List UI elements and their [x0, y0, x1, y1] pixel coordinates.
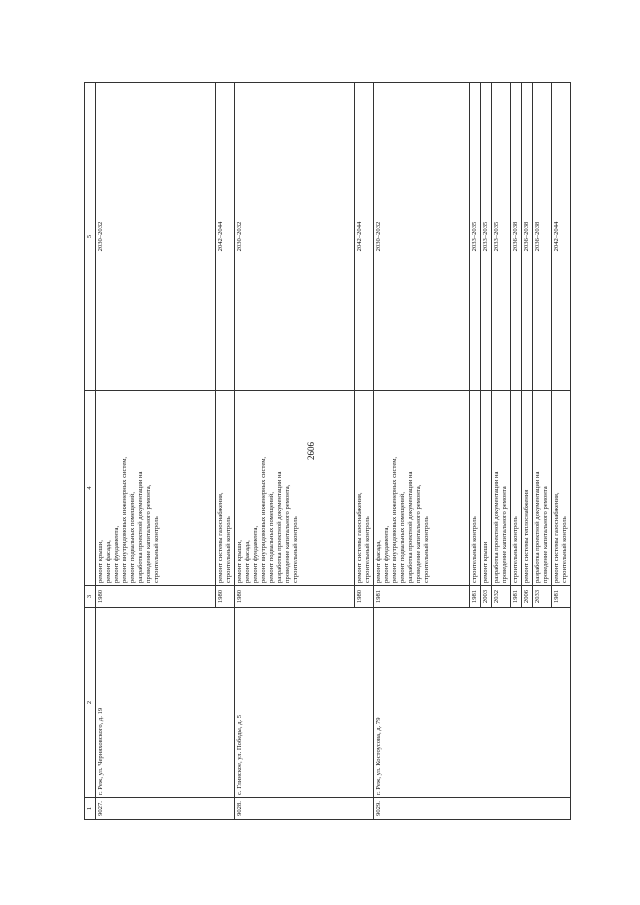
year-cell: 2033: [533, 586, 552, 608]
work-item: разработка проектной документации на: [493, 471, 501, 583]
work-item: строительный контроль: [423, 516, 431, 583]
work-item: проведение капитального ремонта,: [145, 484, 153, 583]
year-cell: 1980: [235, 586, 355, 608]
works-cell: [374, 391, 470, 586]
building-address: с. Глинское, ул. Победы, д. 5: [235, 608, 374, 798]
work-item: разработка проектной документации на: [276, 471, 284, 583]
work-item: ремонт системы газоснабжения,: [553, 492, 561, 583]
period-cell: 2030–2032: [96, 83, 216, 391]
works-cell: [492, 391, 511, 586]
works-cell: [96, 391, 216, 586]
work-item: ремонт крыши: [482, 541, 490, 583]
header-col-5: 5: [85, 83, 96, 391]
repair-schedule-sheet: [84, 82, 569, 820]
building-address: г. Реж, ул. Черняховского, д. 19: [96, 608, 235, 798]
work-item: ремонт фундамента,: [252, 525, 260, 583]
work-item: разработка проектной документации на: [407, 471, 415, 583]
work-item: ремонт системы газоснабжения,: [217, 492, 224, 583]
work-item: ремонт подвальных помещений,: [399, 492, 407, 583]
table-row: [374, 83, 470, 820]
header-col-4: 4: [85, 391, 96, 586]
work-item: ремонт фундамента,: [113, 525, 121, 583]
period-cell: 2036–2038: [533, 83, 552, 391]
work-item: ремонт системы газоснабжения,: [356, 492, 364, 583]
header-col-2: 2: [85, 608, 96, 798]
work-item: строительный контроль: [561, 516, 569, 583]
work-item: ремонт фасада,: [244, 540, 252, 583]
period-cell: 2036–2038: [522, 83, 533, 391]
work-item: разработка проектной документации на: [137, 471, 145, 583]
work-item: ремонт фундамента,: [383, 525, 391, 583]
works-cell: [533, 391, 552, 586]
work-item: строительный контроль: [225, 516, 233, 583]
work-item: ремонт крыши,: [97, 540, 104, 583]
work-item: строительный контроль: [364, 516, 372, 583]
period-cell: 2030–2032: [374, 83, 470, 391]
header-row: [85, 83, 96, 820]
period-cell: 2042–2044: [355, 83, 374, 391]
repair-schedule-table: [84, 82, 571, 820]
work-item: проведение капитального ремонта: [501, 486, 509, 583]
work-item: проведение капитального ремонта,: [284, 484, 292, 583]
year-cell: 1981: [374, 586, 470, 608]
year-cell: 1981: [511, 586, 522, 608]
work-item: ремонт фасада,: [105, 540, 113, 583]
table-body: [96, 83, 571, 820]
year-cell: 1981: [470, 586, 481, 608]
work-item: строительный контроль: [153, 516, 161, 583]
works-cell: [481, 391, 492, 586]
building-address: г. Реж, ул. Костоусова, д. 79: [374, 608, 571, 798]
page-number: 2606: [306, 442, 316, 460]
work-item: ремонт внутридомовых инженерных систем,: [260, 456, 268, 583]
year-cell: 1981: [552, 586, 571, 608]
work-item: ремонт подвальных помещений,: [268, 492, 276, 583]
header-col-3: 3: [85, 586, 96, 608]
period-cell: 2036–2038: [511, 83, 522, 391]
table-row: [235, 83, 355, 820]
work-item: ремонт подвальных помещений,: [129, 492, 137, 583]
work-item: строительный контроль: [512, 516, 520, 583]
work-item: строительный контроль: [471, 516, 479, 583]
works-cell: [522, 391, 533, 586]
work-item: строительный контроль: [292, 516, 300, 583]
period-cell: 2042–2044: [216, 83, 235, 391]
works-cell: [552, 391, 571, 586]
work-item: ремонт крыши,: [236, 540, 244, 583]
period-cell: 2033–2035: [492, 83, 511, 391]
header-col-1: 1: [85, 798, 96, 820]
work-item: ремонт внутридомовых инженерных систем,: [391, 456, 399, 583]
work-item: проведение капитального ремонта,: [415, 484, 423, 583]
works-cell: [470, 391, 481, 586]
table-row: [96, 83, 216, 820]
period-cell: 2030–2032: [235, 83, 355, 391]
work-item: ремонт внутридомовых инженерных систем,: [121, 456, 129, 583]
year-cell: 2032: [492, 586, 511, 608]
year-cell: 2003: [481, 586, 492, 608]
period-cell: 2033–2035: [470, 83, 481, 391]
period-cell: 2042–2044: [552, 83, 571, 391]
period-cell: 2033–2035: [481, 83, 492, 391]
row-number: 9027.: [96, 798, 235, 820]
works-cell: [511, 391, 522, 586]
work-item: проведение капитального ремонта: [542, 486, 550, 583]
works-cell: [235, 391, 355, 586]
work-item: ремонт системы теплоснабжения: [523, 489, 531, 583]
works-cell: [216, 391, 235, 586]
work-item: ремонт фасада,: [375, 540, 383, 583]
year-cell: 1980: [96, 586, 216, 608]
row-number: 9029.: [374, 798, 571, 820]
year-cell: 1980: [355, 586, 374, 608]
year-cell: 2006: [522, 586, 533, 608]
row-number: 9028.: [235, 798, 374, 820]
work-item: разработка проектной документации на: [534, 471, 542, 583]
works-cell: [355, 391, 374, 586]
year-cell: 1980: [216, 586, 235, 608]
